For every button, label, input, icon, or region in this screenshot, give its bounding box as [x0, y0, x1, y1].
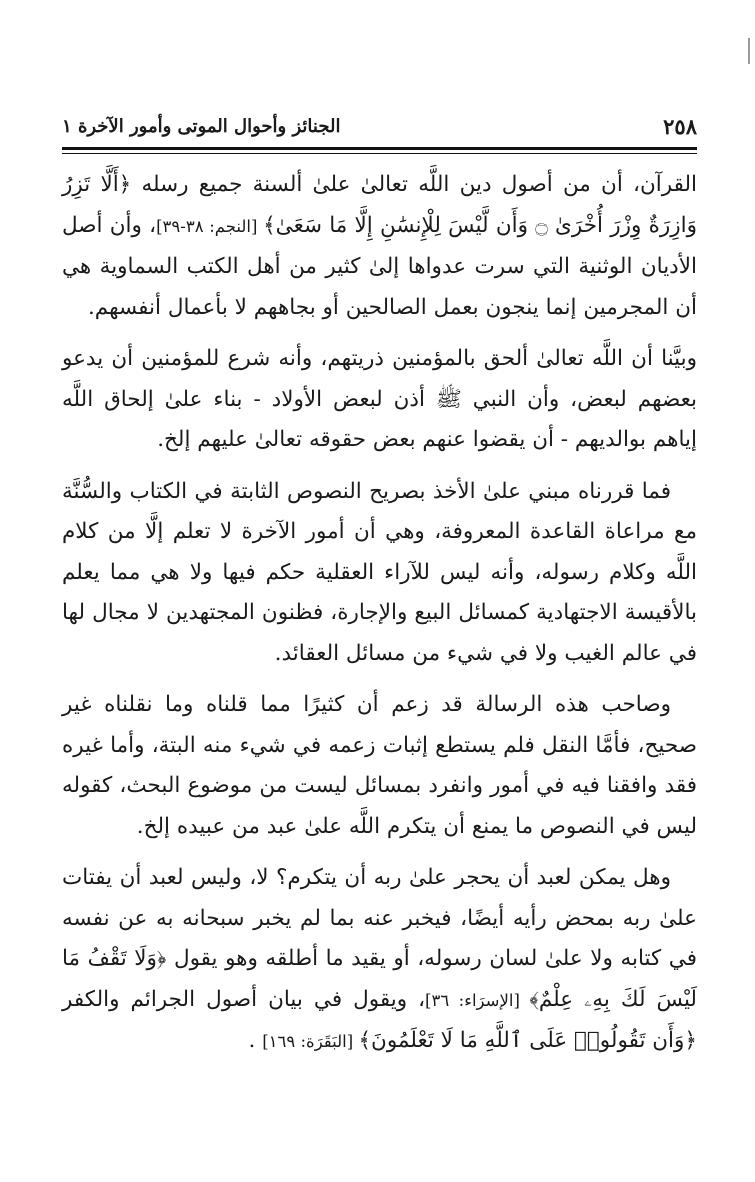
paragraph-3 — [62, 472, 697, 675]
verse-reference: [النجم: ٣٨-٣٩] — [156, 216, 264, 236]
header-rule-thin — [62, 153, 697, 154]
paragraph-4 — [62, 685, 697, 847]
text-segment: . — [248, 1028, 263, 1053]
paragraph-2 — [62, 339, 697, 461]
text-segment: القرآن، أن من أصول دين اللَّه تعالىٰ علىٰ ألسنة جميع رسله — [131, 172, 697, 197]
quran-verse: ﴿أَلَّا تَزِرُ وَازِرَةٌ وِزْرَ أُخْرَىٰ ۝ وَأَن لَّيْسَ لِلْإِنسَٰنِ إِلَّا مَا سَعَىٰ﴾ — [62, 172, 698, 238]
paragraph-1 — [62, 165, 697, 328]
text-segment: وهل يمكن لعبد أن يحجر علىٰ ربه أن يتكرم؟ لا، وليس لعبد أن يفتات علىٰ ربه بمحض رأيه أيضًا، فيخبر عنه بما لم يخبر سبحانه به عن نفسه في كتابه ولا علىٰ لسان رسوله، أو يقيد ما أطلقه وهو يقول — [62, 865, 697, 971]
quran-verse: ﴿وَلَا تَقْفُ مَا لَيْسَ لَكَ بِهِۦ عِلْمٌ﴾ — [62, 946, 697, 1012]
verse-reference: [الإسرَاء: ٣٦] — [425, 990, 530, 1010]
page-header — [62, 108, 697, 144]
quran-verse: ﴿وَأَن تَقُولُوا۟ عَلَى ٱللَّهِ مَا لَا تَعْلَمُونَ﴾ — [358, 1028, 697, 1053]
header-rule-thick — [62, 147, 697, 150]
running-title: الجنائز وأحوال الموتى وأمور الآخرة ١ — [62, 115, 341, 137]
text-segment: وصاحب هذه الرسالة قد زعم أن كثيرًا مما قلناه وما نقلناه غير صحيح، فأمَّا النقل فلم يستطع إثبات زعمه في شيء منه البتة، وأما غيره فقد وافقنا فيه في أمور وانفرد بمسائل ليست من موضوع البحث، كقوله ليس في النصوص ما يمنع أن يتكرم اللَّه علىٰ عبد من عبيده إلخ. — [62, 692, 697, 839]
paragraph-5 — [62, 858, 697, 1063]
text-segment: وبيَّنا أن اللَّه تعالىٰ ألحق بالمؤمنين ذريتهم، وأنه شرع للمؤمنين أن يدعو بعضهم لبعض، وأن النبي ﷺ أذن لبعض الأولاد - بناء علىٰ إلحاق اللَّه إياهم بوالديهم - أن يقضوا عنهم بعض حقوقه تعالىٰ عليهم إلخ. — [62, 346, 697, 452]
verse-reference: [البَقَرَة: ١٦٩] — [262, 1032, 359, 1051]
page-edge-mark — [748, 38, 750, 64]
body-text — [62, 165, 697, 1063]
page-number: ٢٥٨ — [663, 113, 697, 139]
text-segment: ، وأن أصل الأديان الوثنية التي سرت عدواها إلىٰ كثير من أهل الكتب السماوية هي أن المجرمين إنما ينجون بعمل الصالحين أو بجاههم لا بأعمال أنفسهم. — [62, 212, 697, 320]
text-segment: فما قررناه مبني علىٰ الأخذ بصريح النصوص الثابتة في الكتاب والسُّنَّة مع مراعاة القاعدة المعروفة، وهي أن أمور الآخرة لا تعلم إلَّا من كلام اللَّه وكلام رسوله، وأنه ليس للآراء العقلية حكم فيها ولا هي مما يعلم بالأقيسة الاجتهادية كمسائل البيع والإجارة، فظنون المجتهدين لا مجال لها في عالم الغيب ولا في شيء من مسائل العقائد. — [62, 478, 697, 666]
text-segment: ، ويقول في بيان أصول الجرائم والكفر — [62, 986, 426, 1012]
